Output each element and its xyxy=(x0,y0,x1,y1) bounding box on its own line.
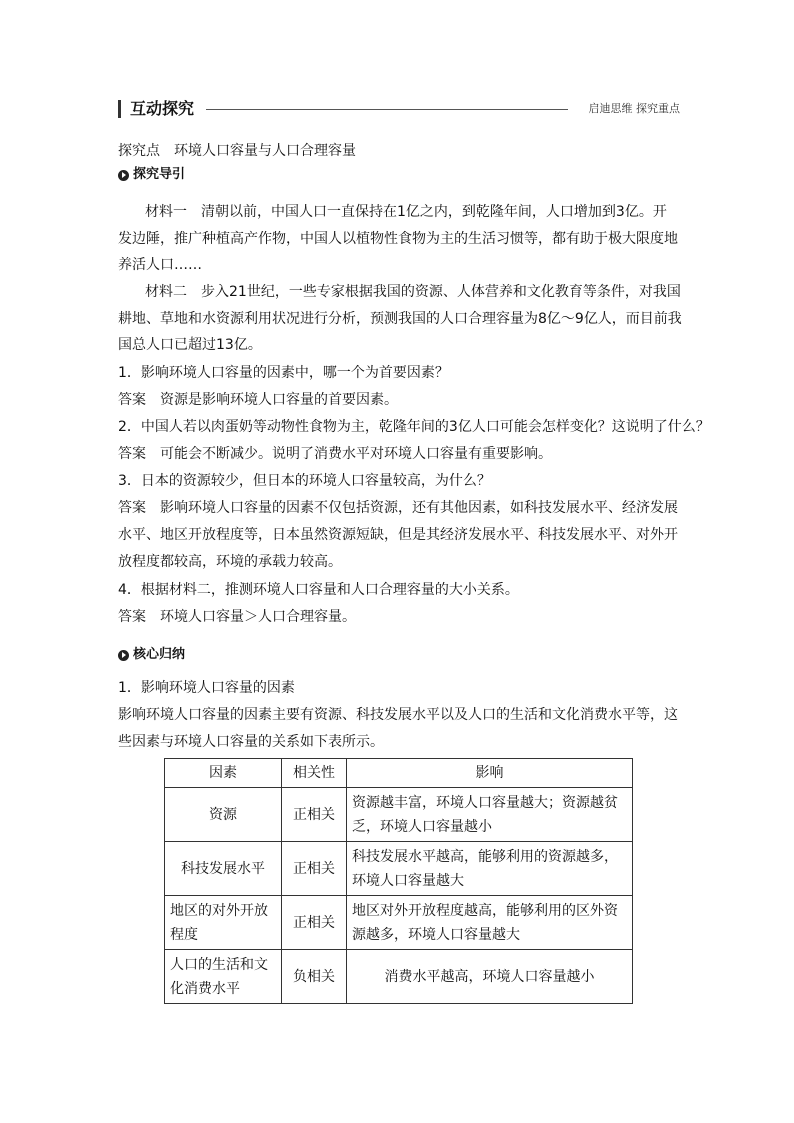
answer-text: 可能会不断减少。说明了消费水平对环境人口容量有重要影响。 xyxy=(160,446,552,462)
table-row xyxy=(165,788,633,842)
effect-line: 地区对外开放程度越高，能够利用的区外资 xyxy=(352,902,618,919)
answer-3-line-3: 放程度都较高，环境的承载力较高。 xyxy=(118,554,342,570)
topic-line xyxy=(118,141,356,161)
factor-text: 资源 xyxy=(209,806,237,823)
summary-intro-2: 些因素与环境人口容量的关系如下表所示。 xyxy=(118,734,384,750)
effect-line: 消费水平越高，环境人口容量越小 xyxy=(384,968,595,985)
column-header: 影响 xyxy=(347,759,633,788)
factors-table xyxy=(164,758,633,1004)
answer-text: 影响环境人口容量的因素不仅包括资源，还有其他因素，如科技发展水平、经济发展 xyxy=(160,500,678,516)
summary-intro-1: 影响环境人口容量的因素主要有资源、科技发展水平以及人口的生活和文化消费水平等，这 xyxy=(118,707,678,723)
topic-label: 探究点 xyxy=(118,143,160,159)
effect-line: 资源越丰富，环境人口容量越大；资源越贫 xyxy=(352,794,618,811)
material2-line-2: 耕地、草地和水资源利用状况进行分析，预测我国的人口合理容量为8亿～9亿人，而目前我 xyxy=(118,311,682,327)
material2-line-3: 国总人口已超过13亿。 xyxy=(118,337,262,353)
column-header: 相关性 xyxy=(282,759,347,788)
relation-cell: 负相关 xyxy=(282,950,347,1004)
factor-cell xyxy=(165,950,282,1004)
answer-2 xyxy=(118,444,552,464)
effect-cell xyxy=(347,788,633,842)
relation-cell: 正相关 xyxy=(282,842,347,896)
guide-heading xyxy=(118,165,185,185)
factor-cell xyxy=(165,896,282,950)
factor-line: 程度 xyxy=(170,926,198,943)
answer-label: 答案 xyxy=(118,500,146,516)
answer-text: 环境人口容量＞人口合理容量。 xyxy=(160,609,356,625)
material1-line-3: 养活人口…… xyxy=(118,257,202,273)
answer-label: 答案 xyxy=(118,446,146,462)
answer-label: 答案 xyxy=(118,392,146,408)
material1-label: 材料一 xyxy=(145,204,187,220)
guide-heading-label: 探究导引 xyxy=(133,167,186,182)
question-2: 2．中国人若以肉蛋奶等动物性食物为主，乾隆年间的3亿人口可能会怎样变化？这说明了什么？ xyxy=(118,419,710,435)
section-header xyxy=(118,98,680,120)
material2-line-1 xyxy=(145,282,681,302)
header-rule xyxy=(206,109,568,110)
topic-title: 环境人口容量与人口合理容量 xyxy=(174,143,356,159)
question-4: 4．根据材料二，推测环境人口容量和人口合理容量的大小关系。 xyxy=(118,582,519,598)
factor-text: 科技发展水平 xyxy=(181,860,265,877)
section-hint: 启迪思维 探究重点 xyxy=(588,102,680,115)
answer-4 xyxy=(118,607,356,627)
effect-line: 科技发展水平越高，能够利用的资源越多， xyxy=(352,848,618,865)
effect-line: 乏，环境人口容量越小 xyxy=(352,818,492,835)
relation-cell: 正相关 xyxy=(282,896,347,950)
effect-cell xyxy=(347,950,633,1004)
relation-cell: 正相关 xyxy=(282,788,347,842)
answer-label: 答案 xyxy=(118,609,146,625)
effect-line: 源越多，环境人口容量越大 xyxy=(352,926,520,943)
factor-cell xyxy=(165,788,282,842)
effect-cell xyxy=(347,842,633,896)
summary-subheading: 1．影响环境人口容量的因素 xyxy=(118,680,295,696)
answer-3 xyxy=(118,498,678,518)
answer-3-line-2: 水平、地区开放程度等，日本虽然资源短缺，但是其经济发展水平、科技发展水平、对外开 xyxy=(118,527,678,543)
table-header-row xyxy=(165,759,633,788)
answer-1 xyxy=(118,390,398,410)
factor-line: 化消费水平 xyxy=(170,980,240,997)
effect-line: 环境人口容量越大 xyxy=(352,872,464,889)
material1-text-1: 清朝以前，中国人口一直保持在1亿之内，到乾隆年间，人口增加到3亿。开 xyxy=(201,204,667,220)
summary-heading-label: 核心归纳 xyxy=(133,647,186,662)
material2-label: 材料二 xyxy=(145,284,187,300)
table-row xyxy=(165,896,633,950)
play-circle-icon xyxy=(118,650,129,661)
factor-line: 地区的对外开放 xyxy=(170,902,268,919)
material1-line-2: 发边陲，推广种植高产作物，中国人以植物性食物为主的生活习惯等，都有助于极大限度地 xyxy=(118,231,678,247)
summary-heading xyxy=(118,645,185,665)
header-accent-bar xyxy=(118,100,121,118)
table-row xyxy=(165,842,633,896)
play-circle-icon xyxy=(118,170,129,181)
question-1: 1．影响环境人口容量的因素中，哪一个为首要因素？ xyxy=(118,365,449,381)
question-3: 3．日本的资源较少，但日本的环境人口容量较高，为什么？ xyxy=(118,473,491,489)
material1-line-1 xyxy=(145,202,667,222)
section-title: 互动探究 xyxy=(130,99,195,118)
answer-text: 资源是影响环境人口容量的首要因素。 xyxy=(160,392,398,408)
material2-text-1: 步入21世纪，一些专家根据我国的资源、人体营养和文化教育等条件，对我国 xyxy=(201,284,681,300)
factor-line: 人口的生活和文 xyxy=(170,956,268,973)
column-header: 因素 xyxy=(165,759,282,788)
factor-cell xyxy=(165,842,282,896)
table-row xyxy=(165,950,633,1004)
effect-cell xyxy=(347,896,633,950)
